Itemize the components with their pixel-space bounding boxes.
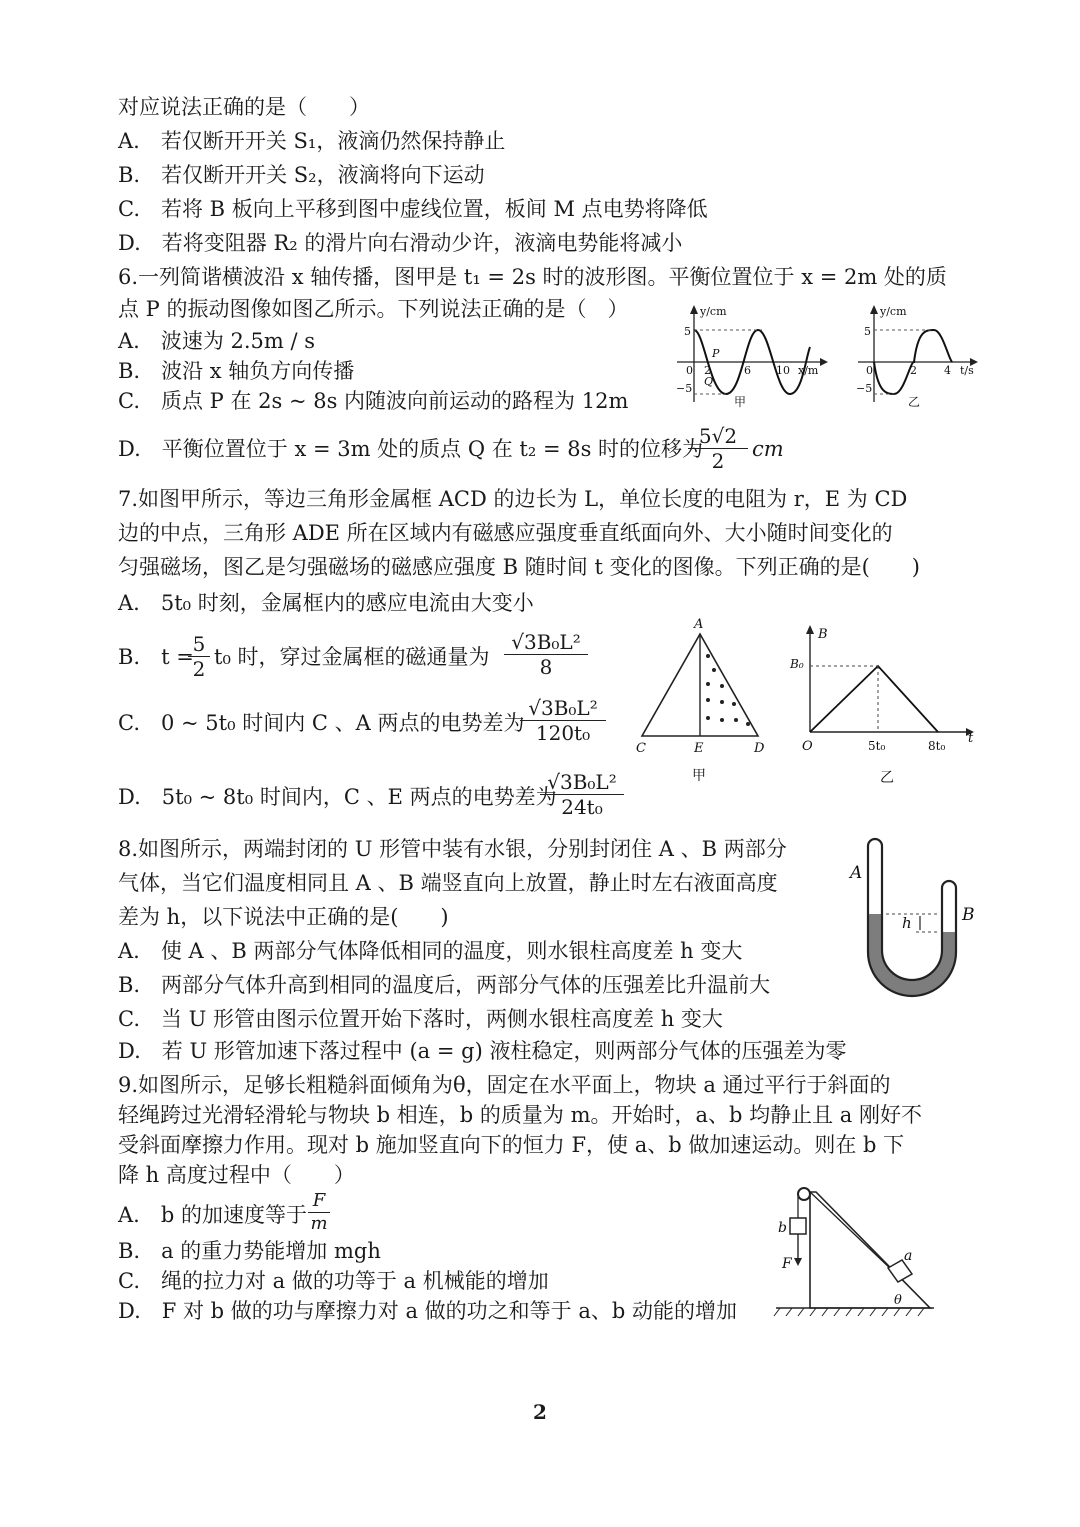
q6-option-d-unit: cm [752,437,784,461]
ground-hatch [774,1308,924,1316]
q9-option-d: D. F 对 b 做的功与摩擦力对 a 做的功之和等于 a、b 动能的增加 [118,1299,737,1323]
q7-option-c-fraction [520,696,606,745]
y-label: y/cm [880,305,907,318]
q9-option-b: B. a 的重力势能增加 mgh [118,1239,381,1263]
rope-to-a [808,1190,894,1272]
x-tick-10: 10 [776,364,790,377]
fraction-denominator: 2 [711,449,725,473]
t-tick-2: 2 [910,364,917,377]
fraction-numerator: 5 [188,632,210,657]
q9-figure-incline [770,1180,940,1324]
q7-option-c-text: C. 0 ~ 5t₀ 时间内 C 、A 两点的电势差为 [118,711,525,735]
q8-option-b: B. 两部分气体升高到相同的温度后，两部分气体的压强差比升温前大 [118,973,771,997]
t-tick-4: 4 [944,364,951,377]
q7-option-b-fraction [504,630,588,679]
vertex-a-label: A [694,617,704,632]
gas-b-label: B [962,905,975,925]
y-pos-tick: 5 [684,325,691,338]
fraction-denominator: 8 [539,655,553,679]
b-axis-label: B [818,627,828,642]
q8-figure-u-tube [846,832,980,1012]
point-e-label: E [694,741,704,756]
y-neg-tick: −5 [676,382,693,395]
angle-theta-label: θ [894,1293,902,1308]
t-label: t/s [960,364,974,377]
y-neg-tick: −5 [856,382,873,395]
q5-option-a: A. 若仅断开开关 S₁，液滴仍然保持静止 [118,129,506,153]
q7-figure-jia-triangle [630,614,780,794]
q9-option-a-text: A. b 的加速度等于 [118,1203,307,1227]
q6-option-c: C. 质点 P 在 2s ~ 8s 内随波向前运动的路程为 12m [118,389,629,413]
q7-option-b-prefix: B. t = [118,645,194,669]
b0-label: B₀ [790,657,804,671]
caption: 乙 [880,770,894,786]
q8-option-d: D. 若 U 形管加速下落过程中 (a = g) 液柱稳定，则两部分气体的压强差为零 [118,1039,847,1063]
q9-stem-line3: 受斜面摩擦力作用。现对 b 施加竖直向下的恒力 F，使 a、b 做加速运动。则在 b 下 [118,1133,905,1157]
point-q-label: Q [704,375,714,388]
q9-stem-line1: 9.如图所示，足够长粗糙斜面倾角为θ，固定在水平面上，物块 a 通过平行于斜面的 [118,1073,891,1097]
q7-figure-yi-graph [786,620,980,794]
origin-label: 0 [866,364,873,377]
t-axis-label: t [968,731,974,746]
fraction-denominator: 24t₀ [561,795,603,819]
q7-stem-line2: 边的中点，三角形 ADE 所在区域内有磁感应强度垂直纸面向外、大小随时间变化的 [118,521,893,545]
caption: 甲 [734,395,747,409]
magnetic-field-dots [706,654,750,726]
q7-option-b-coef [188,632,210,681]
block-a-label: a [904,1248,913,1264]
block-b [790,1218,806,1234]
t5-label: 5t₀ [868,739,886,753]
q6-figure-jia-wave [672,302,832,410]
fraction-numerator: 5√2 [688,424,748,449]
q7-stem-line3: 匀强磁场，图乙是匀强磁场的磁感应强度 B 随时间 t 变化的图像。下列正确的是( ) [118,555,920,579]
y-axis-arrow [690,305,698,314]
page-number: 2 [533,1400,547,1424]
q5-option-d: D. 若将变阻器 R₂ 的滑片向右滑动少许，液滴电势能将减小 [118,231,683,255]
force-f-arrowhead [794,1258,802,1266]
origin-label: 0 [686,364,693,377]
q5-stem: 对应说法正确的是（ ） [118,95,370,119]
q6-option-a: A. 波速为 2.5m / s [118,329,316,353]
q6-stem-line2: 点 P 的振动图像如图乙所示。下列说法正确的是（ ） [118,297,629,321]
vertex-c-label: C [636,741,646,756]
q7-stem-line1: 7.如图甲所示，等边三角形金属框 ACD 的边长为 L，单位长度的电阻为 r，E 为 CD [118,487,908,511]
block-b-label: b [778,1220,787,1236]
y-label: y/cm [700,305,727,318]
vertex-d-label: D [754,741,765,756]
q6-option-b: B. 波沿 x 轴负方向传播 [118,359,355,383]
force-f-label: F [782,1256,792,1272]
q6-stem-line1: 6.一列简谐横波沿 x 轴传播，图甲是 t₁ = 2s 时的波形图。平衡位置位于 x = 2m 处的质 [118,265,947,289]
q7-option-b-text: t₀ 时，穿过金属框的磁通量为 [214,645,490,669]
fraction-denominator: 120t₀ [535,721,591,745]
q8-stem-line1: 8.如图所示，两端封闭的 U 形管中装有水银，分别封闭住 A 、B 两部分 [118,837,787,861]
fraction-numerator: √3B₀L² [504,630,588,655]
fraction-denominator: 2 [192,657,206,681]
caption: 甲 [692,768,706,784]
y-pos-tick: 5 [864,325,871,338]
fraction-numerator: F [308,1190,330,1213]
b-t-line [810,666,938,732]
q5-option-b: B. 若仅断开开关 S₂，液滴将向下运动 [118,163,485,187]
b-axis-arrow [806,625,814,634]
q9-stem-line4: 降 h 高度过程中（ ） [118,1163,355,1187]
q8-stem-line3: 差为 h，以下说法中正确的是( ) [118,905,449,929]
origin-label: O [802,739,813,754]
q6-option-d-fraction [688,424,748,473]
x-tick-6: 6 [744,364,751,377]
q7-option-a: A. 5t₀ 时刻，金属框内的感应电流由大变小 [118,591,534,615]
fraction-numerator: √3B₀L² [520,696,606,721]
x-label: x/m [798,364,819,377]
q6-figure-yi-vibration [848,302,984,410]
q8-stem-line2: 气体，当它们温度相同且 A 、B 端竖直向上放置，静止时左右液面高度 [118,871,778,895]
q8-option-a: A. 使 A 、B 两部分气体降低相同的温度，则水银柱高度差 h 变大 [118,939,743,963]
x-axis-arrow [820,358,828,366]
q5-option-c: C. 若将 B 板向上平移到图中虚线位置，板间 M 点电势将降低 [118,197,708,221]
q7-option-d-fraction [540,770,624,819]
q9-option-c: C. 绳的拉力对 a 做的功等于 a 机械能的增加 [118,1269,549,1293]
fraction-denominator: m [310,1213,328,1234]
y-axis-arrow [870,305,878,314]
point-p-label: P [712,347,720,360]
gas-a-label: A [850,863,863,883]
q9-option-a-fraction [308,1190,330,1235]
q7-option-d-text: D. 5t₀ ~ 8t₀ 时间内，C 、E 两点的电势差为 [118,785,557,809]
t8-label: 8t₀ [928,739,946,753]
caption: 乙 [908,395,921,409]
height-h-label: h [902,914,912,932]
x-tick-2: 2 [704,364,711,377]
fraction-numerator: √3B₀L² [540,770,624,795]
q6-option-d: D. 平衡位置位于 x = 3m 处的质点 Q 在 t₂ = 8s 时的位移为 [118,437,704,461]
q9-stem-line2: 轻绳跨过光滑轻滑轮与物块 b 相连，b 的质量为 m。开始时，a、b 均静止且 a 刚好不 [118,1103,923,1127]
q8-option-c: C. 当 U 形管由图示位置开始下落时，两侧水银柱高度差 h 变大 [118,1007,723,1031]
